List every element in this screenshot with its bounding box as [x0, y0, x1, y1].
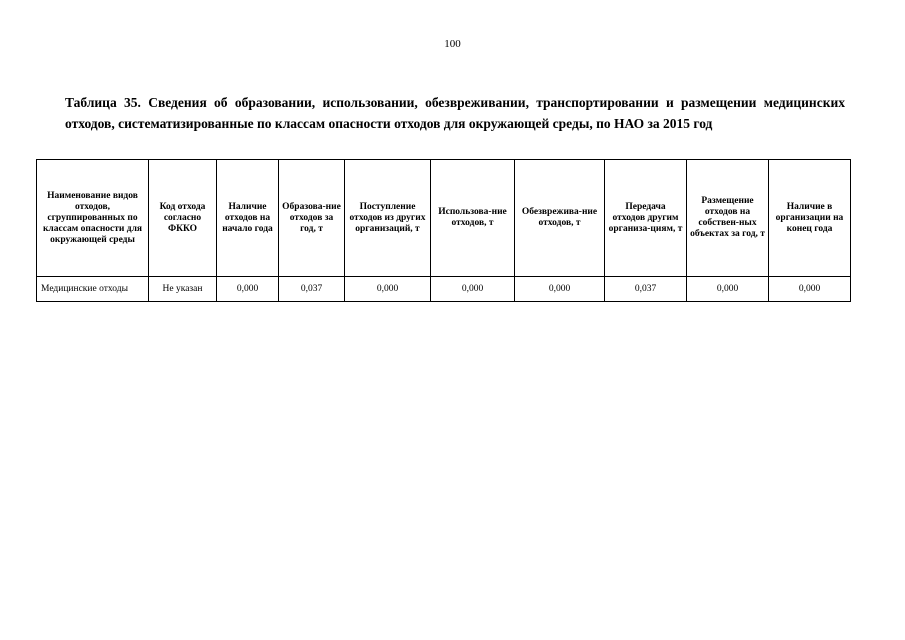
cell-used: 0,000: [431, 277, 515, 302]
cell-neutralized: 0,000: [515, 277, 605, 302]
header-transferred: Передача отходов другим организа-циям, т: [605, 160, 687, 277]
table-caption: Таблица 35. Сведения об образовании, использовании, обезвреживании, транспортировании и размещении медицинских отходов, систематизированные по классам опасности отходов для окружающей среды, по НАО за 2015 год: [65, 95, 845, 131]
cell-generated: 0,037: [279, 277, 345, 302]
table-header-row: [37, 160, 851, 277]
cell-end-balance: 0,000: [769, 277, 851, 302]
header-fkko-code: Код отхода согласно ФККО: [149, 160, 217, 277]
cell-received: 0,000: [345, 277, 431, 302]
header-received: Поступление отходов из других организаций, т: [345, 160, 431, 277]
header-generated: Образова-ние отходов за год, т: [279, 160, 345, 277]
waste-table: [36, 159, 851, 302]
cell-waste-name: Медицинские отходы: [37, 277, 149, 302]
table-row: [37, 277, 851, 302]
cell-transferred: 0,037: [605, 277, 687, 302]
header-neutralized: Обезврежива-ние отходов, т: [515, 160, 605, 277]
cell-placed: 0,000: [687, 277, 769, 302]
cell-fkko-code: Не указан: [149, 277, 217, 302]
header-end-balance: Наличие в организации на конец года: [769, 160, 851, 277]
header-used: Использова-ние отходов, т: [431, 160, 515, 277]
header-start-balance: Наличие отходов на начало года: [217, 160, 279, 277]
header-waste-name: Наименование видов отходов, сгруппированных по классам опасности для окружающей среды: [37, 160, 149, 277]
cell-start-balance: 0,000: [217, 277, 279, 302]
page-number: 100: [444, 38, 461, 50]
header-placed: Размещение отходов на собствен-ных объектах за год, т: [687, 160, 769, 277]
